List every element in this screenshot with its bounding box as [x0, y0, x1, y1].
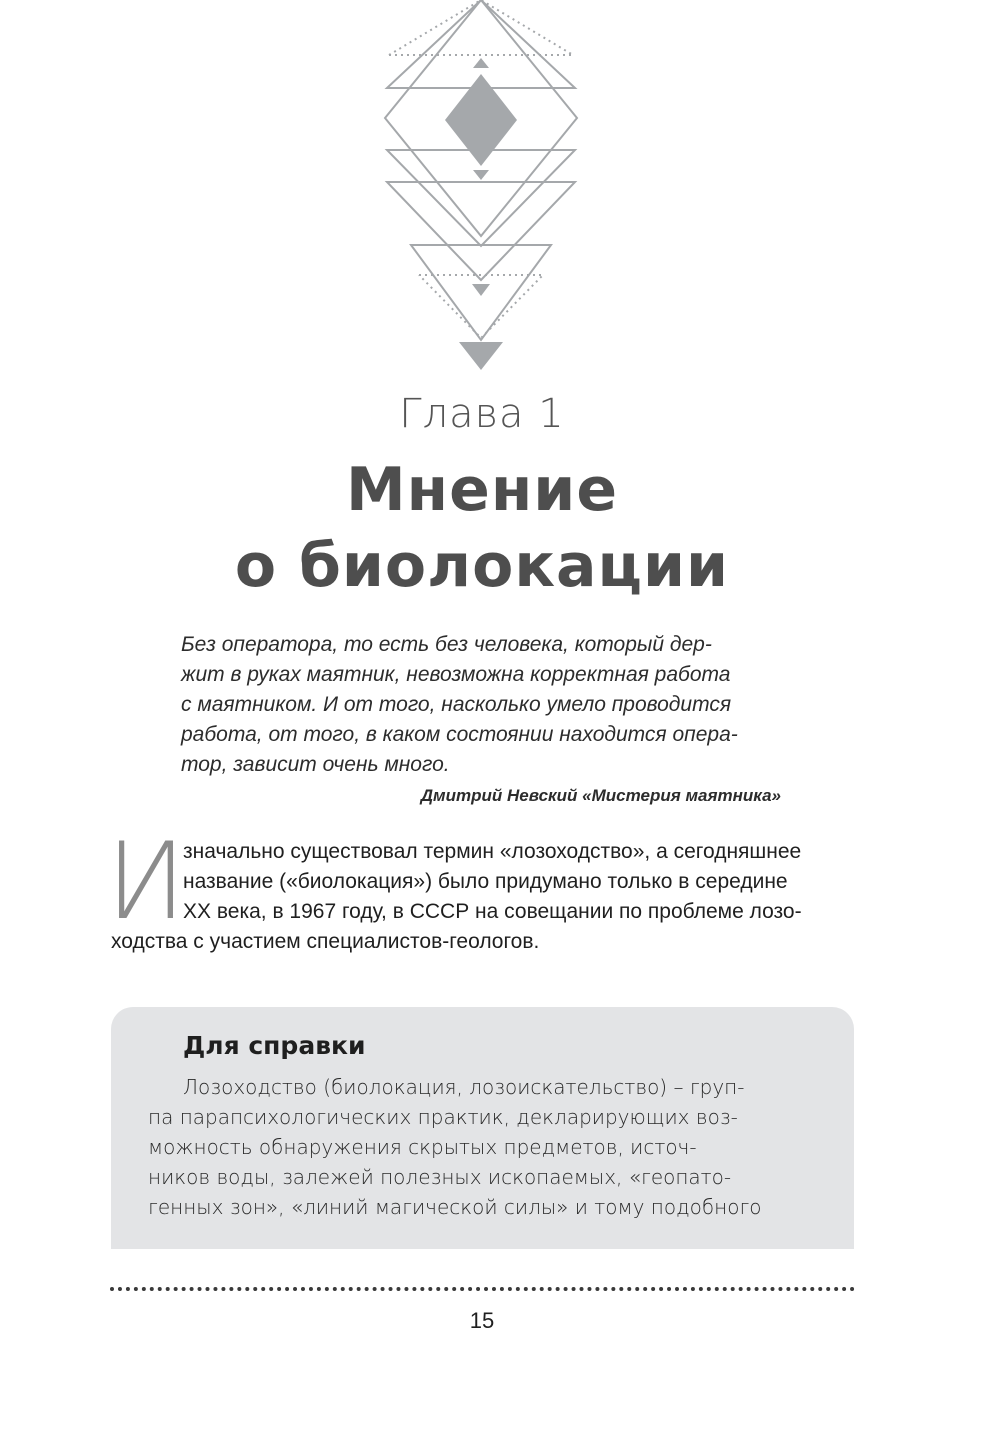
reference-note-text	[148, 1072, 828, 1222]
footer-dotted-divider	[110, 1287, 855, 1291]
body-line: ходства с участием специалистов-геологов.	[111, 930, 540, 953]
epigraph-author: Дмитрий Невский «Мистерия маятника»	[420, 786, 781, 805]
epigraph-line: работа, от того, в каком состоянии находится опера-	[181, 723, 738, 746]
epigraph-quote	[181, 630, 781, 780]
body-line: XX века, в 1967 году, в СССР на совещании по проблеме лозо-	[183, 900, 802, 923]
note-line: генных зон», «линий магической силы» и тому подобного	[148, 1195, 762, 1219]
note-line: па парапсихологических практик, декларирующих воз-	[148, 1105, 738, 1129]
epigraph-line: Без оператора, то есть без человека, который дер-	[181, 633, 712, 656]
body-line: значально существовал термин «лозоходство», а сегодняшнее	[183, 840, 802, 863]
drop-cap-letter: И	[106, 820, 187, 943]
note-line: можность обнаружения скрытых предметов, источ-	[148, 1135, 697, 1159]
geometric-ornament	[381, 0, 581, 372]
note-line: Лозоходство (биолокация, лозоискательство) – груп-	[183, 1075, 745, 1099]
chapter-label: Глава 1	[399, 391, 565, 437]
note-line: ников воды, залежей полезных ископаемых, «геопато-	[148, 1165, 732, 1189]
epigraph-line: тор, зависит очень много.	[181, 753, 450, 776]
chapter-title	[0, 452, 964, 604]
chapter-title-line-1: Мнение	[345, 455, 619, 525]
reference-note-title: Для справки	[183, 1031, 366, 1060]
epigraph-line: жит в руках маятник, невозможна корректная работа	[181, 663, 731, 686]
chapter-title-line-2: о биолокации	[234, 531, 730, 601]
body-paragraph	[111, 837, 856, 957]
body-line: название («биолокация») было придумано только в середине	[183, 870, 788, 893]
page-number: 15	[469, 1308, 495, 1333]
epigraph-line: с маятником. И от того, насколько умело проводится	[181, 693, 732, 716]
